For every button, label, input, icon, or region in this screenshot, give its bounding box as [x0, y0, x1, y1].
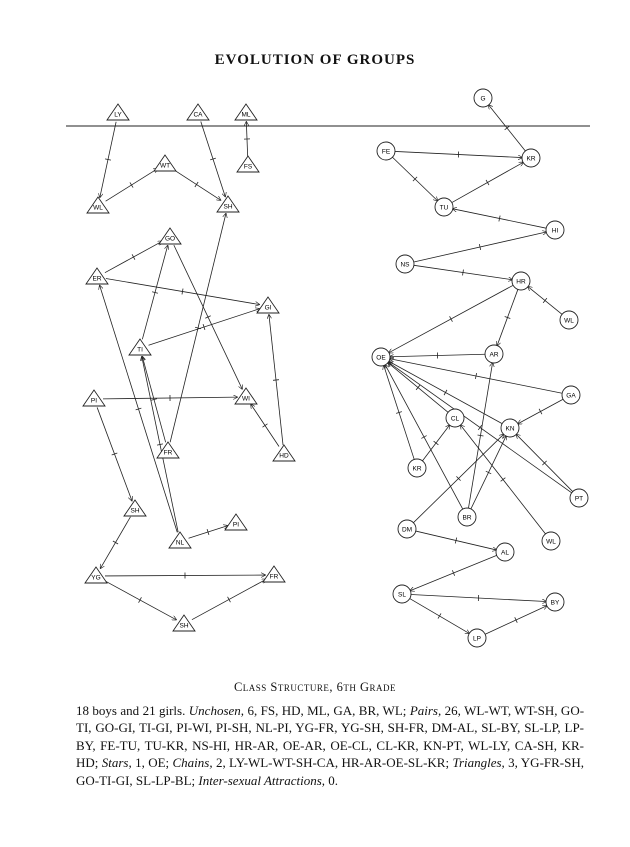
node-label: WL — [564, 317, 574, 325]
chains-text: 2, LY-WL-WT-SH-CA, HR-AR-OE-SL-KR; — [215, 755, 450, 771]
node-label: SH — [130, 507, 140, 515]
edge-tick — [501, 478, 506, 482]
boy-node-wl — [87, 197, 109, 213]
unchosen-text: 6, FS, HD, ML, GA, BR, WL; — [247, 703, 407, 718]
boy-node-sh — [124, 500, 146, 516]
edge-tick — [434, 441, 439, 445]
girl-node-fe — [377, 142, 395, 160]
edge-tick — [421, 436, 426, 439]
node-label: ML — [241, 111, 251, 119]
edge-tick — [486, 180, 489, 185]
girl-node-pt — [570, 489, 588, 507]
boy-node-er — [86, 268, 108, 284]
edge-tick — [195, 182, 198, 187]
unchosen-label: Unchosen, — [188, 703, 245, 718]
girl-node-wl — [542, 532, 560, 550]
node-label: WI — [242, 395, 250, 403]
chains-label: Chains, — [172, 755, 213, 771]
stars-text: 1, OE; — [135, 755, 170, 771]
boy-node-ml — [235, 104, 257, 120]
boy-node-sh — [173, 615, 195, 631]
node-label: SH — [179, 622, 189, 630]
pairs-label: Pairs, — [409, 703, 442, 718]
boy-node-pi — [225, 514, 247, 530]
node-label: OE — [376, 354, 386, 362]
boy-node-yg — [85, 567, 107, 583]
edge-tick — [130, 182, 133, 187]
node-label: PI — [90, 397, 98, 405]
page-title: EVOLUTION OF GROUPS — [214, 52, 416, 68]
node-label: FE — [381, 148, 391, 156]
boy-node-fs — [237, 156, 259, 172]
node-label: LP — [473, 635, 481, 643]
girl-node-al — [496, 543, 514, 561]
girl-node-hr — [512, 272, 530, 290]
girl-node-ga — [562, 386, 580, 404]
edge-tick — [182, 289, 183, 295]
edge-tick — [463, 270, 464, 276]
edge-tick — [263, 424, 268, 427]
edge-tick — [132, 254, 135, 259]
boy-node-gi — [257, 297, 279, 313]
girl-node-oe — [372, 348, 390, 366]
girl-node-cl — [446, 409, 464, 427]
edge-tick — [273, 380, 279, 381]
girl-node-ar — [485, 345, 503, 363]
boy-node-wt — [154, 155, 176, 171]
edge-tick — [478, 435, 484, 436]
girl-node-kr — [522, 149, 540, 167]
node-label: KN — [505, 425, 515, 433]
figure-description — [76, 702, 584, 789]
triangles-text: 3, YG-FR-SH, GO-TI-GI, SL-LP-BL; — [76, 755, 584, 788]
triangles-label: Triangles, — [452, 755, 505, 771]
intro-text: 18 boys and 21 girls. — [76, 703, 186, 718]
node-label: NL — [175, 539, 185, 547]
node-label: NS — [400, 261, 410, 269]
girl-node-lp — [468, 629, 486, 647]
girl-node-kr — [408, 459, 426, 477]
node-label: PI — [232, 521, 240, 529]
girl-node-br — [458, 508, 476, 526]
girl-node-sl — [393, 585, 411, 603]
node-label: BY — [550, 599, 560, 607]
edge-tick — [444, 390, 447, 395]
boy-node-hd — [273, 445, 295, 461]
boy-node-ly — [107, 104, 129, 120]
boy-node-nl — [169, 532, 191, 548]
edge-tick — [416, 385, 420, 390]
node-label: AL — [501, 549, 509, 557]
edge-tick — [450, 316, 453, 321]
node-label: DM — [401, 526, 413, 534]
node-label: AR — [489, 351, 499, 359]
node-layer — [83, 89, 588, 647]
node-label: FR — [163, 449, 173, 457]
node-label: CL — [450, 415, 460, 423]
node-label: BR — [462, 514, 472, 522]
node-label: GO — [164, 235, 176, 243]
inter-sexual-label: Inter-sexual Attractions, — [198, 772, 325, 788]
edge-tick — [438, 613, 441, 618]
node-label: SH — [223, 203, 233, 211]
node-label: LY — [114, 111, 122, 119]
edge-tick — [539, 409, 542, 414]
girl-node-hi — [546, 221, 564, 239]
boy-node-pi — [83, 390, 105, 406]
edge-tick — [505, 126, 510, 130]
boy-node-fr — [263, 566, 285, 582]
node-label: HI — [551, 227, 559, 235]
girl-node-kn — [501, 419, 519, 437]
node-label: WL — [546, 538, 556, 546]
node-label: CA — [193, 111, 203, 119]
node-label: GI — [264, 304, 272, 312]
node-label: PT — [574, 495, 584, 503]
node-label: HR — [516, 278, 526, 286]
girl-node-dm — [398, 520, 416, 538]
node-label: ER — [92, 275, 102, 283]
node-label: WT — [159, 162, 171, 170]
node-label: KR — [412, 465, 422, 473]
pairs-text: 26, WL-WT, WT-SH, GO-TI, GO-GI, TI-GI, PI-WI, PI-SH, NL-PI, YG-FR, YG-SH, SH-FR, DM-AL, SL-BY, SL-LP, LP-BY, FE-TU, TU-KR, NS-HI, HR-AR, OE-AR, OE-CL, CL-KR, KN-PT, WL-LY, CA-SH, KR-HD; — [76, 703, 585, 771]
node-label: GA — [566, 392, 576, 400]
node-label: SL — [398, 591, 406, 599]
girl-node-by — [546, 593, 564, 611]
edge-tick — [113, 541, 118, 544]
figure-caption: Class Structure, 6th Grade — [233, 680, 397, 694]
node-label: WL — [93, 204, 103, 212]
node-label: KR — [526, 155, 536, 163]
node-label: TU — [439, 204, 449, 212]
node-label: G — [480, 95, 486, 103]
boy-node-sh — [217, 196, 239, 212]
node-label: TI — [137, 346, 143, 354]
edge-tick — [139, 597, 142, 602]
node-label: FS — [243, 163, 253, 171]
boy-node-ca — [187, 104, 209, 120]
girl-node-g — [474, 89, 492, 107]
girl-node-ns — [396, 255, 414, 273]
boy-node-go — [159, 228, 181, 244]
node-label: FR — [269, 573, 279, 581]
node-label: HD — [279, 452, 289, 460]
girl-node-tu — [435, 198, 453, 216]
edge-tick — [543, 298, 547, 303]
edge-tick — [228, 597, 231, 602]
inter-sexual-text: 0. — [328, 772, 338, 788]
girl-node-wl — [560, 311, 578, 329]
boy-node-wi — [235, 388, 257, 404]
boy-node-ti — [129, 339, 151, 355]
stars-label: Stars, — [101, 755, 132, 771]
node-label: YG — [91, 574, 101, 582]
